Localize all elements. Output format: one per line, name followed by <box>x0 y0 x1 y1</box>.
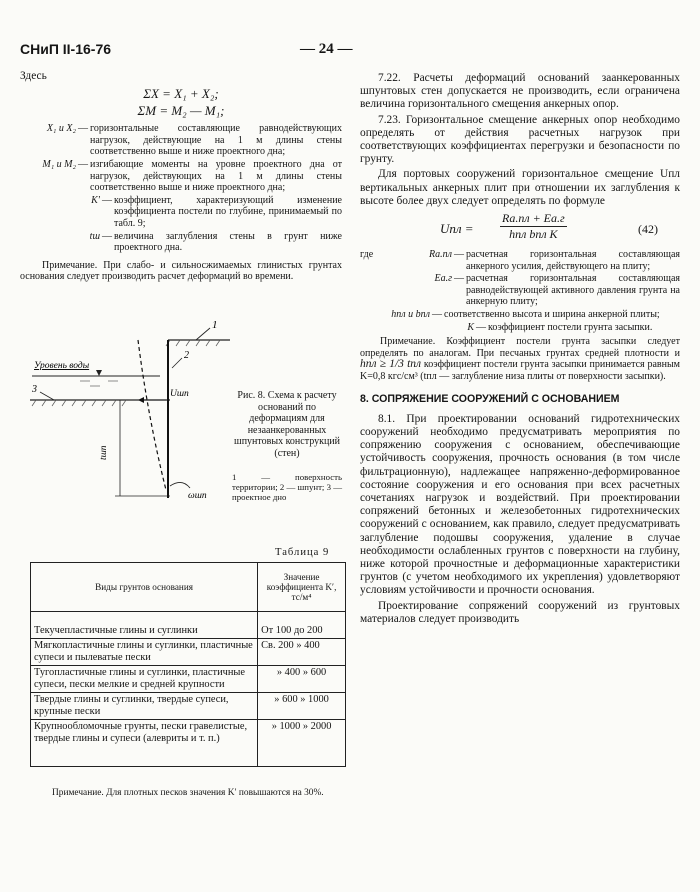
omega-label: ωшп <box>188 491 207 501</box>
leader-1 <box>196 328 210 340</box>
definition-row: Rа.пл — расчетная горизонтальная составляющая анкерного усилия, действующего на плиту; <box>360 249 680 272</box>
definition-row: M₁ и M₂ — изгибающие моменты на уровне проектного дна от нагрузок, действующих на 1 м длины стены соответственно выше и ниже проектного дна; <box>20 159 342 194</box>
definition-symbol: hпл и bпл <box>391 309 430 320</box>
formula-42 <box>360 211 680 247</box>
figure-8-diagram <box>20 318 240 518</box>
definition-symbol: tш <box>89 230 100 242</box>
paragraph-ports: Для портовых сооружений горизонтальное смещение Uпл вертикальных анкерных плит при отношении их заглубления к высоте более двух следует определять по формуле <box>360 168 680 207</box>
right-note-condition: hпл ≥ 1/3 tпл <box>360 358 422 371</box>
formula-sum-x: ΣX = X₁ + X₂; <box>143 86 219 102</box>
right-column <box>360 72 680 626</box>
water-level-label: Уровень воды <box>34 361 90 371</box>
table-header-cell: Виды грунтов основания <box>31 563 258 612</box>
right-note <box>360 336 680 382</box>
table-row <box>31 666 346 693</box>
definition-text: изгибающие моменты на уровне проектного дна от нагрузок, действующих на 1 м длины стены соответственно выше и ниже проектного дна; <box>90 158 342 194</box>
figure-8-legend: 1 — поверхность территории; 2 — шпунт; 3 — проектное дно <box>232 472 342 502</box>
left-note: Примечание. При слабо- и сильносжимаемых глинистых грунтах основания следует производить расчет деформаций во времени. <box>20 259 342 283</box>
zdes-label: Здесь <box>20 70 47 82</box>
bottom-hatching <box>32 400 126 406</box>
formula-numerator: Rа.пл + Eа.г <box>502 211 565 226</box>
omega-arc <box>170 482 190 488</box>
gde-label: где <box>360 249 374 261</box>
fig-label-2: 2 <box>184 350 189 361</box>
definition-text: горизонтальные составляющие равнодействующих нагрузок, действующие на 1 м длины стены соответственно выше и ниже проектного дна; <box>90 123 342 158</box>
definition-row: Eа.г — расчетная горизонтальная составляющая равнодействующей активного давления грунта на анкерную плиту; <box>360 273 680 308</box>
deformed-pile-curve <box>138 340 166 490</box>
water-ripples <box>80 381 118 386</box>
definition-symbol: X₁ и X₂ <box>46 123 76 135</box>
table-cell: Крупнообломочные грунты, пески гравелистые, твердые глины и супеси (алевриты и т. п.) <box>31 720 258 767</box>
right-definitions <box>360 249 680 333</box>
figure-8-caption: Рис. 8. Схема к расчету оснований по деформациям для незаанкерованных шпунтовых конструкций (стен) <box>234 390 340 459</box>
table-cell: От 100 до 200 <box>258 612 346 639</box>
leader-3 <box>40 392 54 400</box>
paragraph-7-22: 7.22. Расчеты деформаций оснований заанкерованных шпунтовых стен допускается не производить, если ограничена величина горизонтального смещения анкерных опор. <box>360 72 680 111</box>
left-column <box>20 70 342 283</box>
definition-symbol: K′ <box>91 194 100 206</box>
table-cell: » 400 » 600 <box>258 666 346 693</box>
definition-row: K′ — коэффициент, характеризующий изменение коэффициента постели по глубине, принимаемый по табл. 9; <box>20 195 342 230</box>
table-row <box>31 720 346 767</box>
right-note-text: Примечание. Коэффициент постели грунта засыпки следует определять по аналогам. При песчаных грунтах средней плотности и <box>360 336 680 359</box>
leader-2 <box>172 358 182 368</box>
right-note-coefficient: коэффициент постели грунта засыпки принимается равным K=0,8 кгс/см³ (tпл — заглубление низа плиты от поверхности засыпки). <box>360 359 681 382</box>
table-cell: Твердые глины и суглинки, твердые супеси, крупные пески <box>31 693 258 720</box>
definition-row: tш — величина заглубления стены в грунт ниже проектного дна. <box>20 231 342 254</box>
formula-number: (42) <box>638 222 658 237</box>
definition-symbol: Eа.г <box>434 273 452 285</box>
table-9-note: Примечание. Для плотных песков значения K′ повышаются на 30%. <box>52 788 324 798</box>
water-level-marker <box>96 370 102 376</box>
table-cell: » 600 » 1000 <box>258 693 346 720</box>
table-9-title: Таблица 9 <box>275 547 330 558</box>
table-cell: Тугопластичные глины и суглинки, пластичные супеси, пески мелкие и средней крупности <box>31 666 258 693</box>
table-row <box>31 693 346 720</box>
definition-row: hпл и bпл — соответственно высота и ширина анкерной плиты; <box>360 309 680 321</box>
definition-text: коэффициент постели грунта засыпки. <box>488 321 653 333</box>
u-arrow-head <box>138 397 144 403</box>
formula-denominator: hпл bпл K <box>509 227 558 242</box>
u-label: Uшп <box>170 389 189 399</box>
table-cell: Св. 200 » 400 <box>258 639 346 666</box>
definition-text: коэффициент, характеризующий изменение коэффициента постели по глубине, принимаемый по табл. 9; <box>114 194 342 229</box>
definition-row: X₁ и X₂ — горизонтальные составляющие равнодействующих нагрузок, действующие на 1 м длины стены соответственно выше и ниже проектного дна; <box>20 123 342 158</box>
fig-label-1: 1 <box>212 319 218 331</box>
left-definitions <box>20 123 342 254</box>
t-label: tшп <box>99 445 109 460</box>
territory-hatching <box>166 340 220 346</box>
table-header-cell: Значение коэффициента K′, тс/м⁴ <box>258 563 346 612</box>
table-header-row <box>31 563 346 612</box>
page-number: — 24 — <box>300 41 353 57</box>
table-row <box>31 612 346 639</box>
section-8-title: 8. СОПРЯЖЕНИЕ СООРУЖЕНИЙ С ОСНОВАНИЕМ <box>360 392 620 405</box>
fig-label-3: 3 <box>32 384 37 395</box>
table-9 <box>30 562 346 767</box>
table-row <box>31 639 346 666</box>
paragraph-7-23: 7.23. Горизонтальное смещение анкерных опор необходимо определять от действия расчетных нагрузок при соответствующих коэффициентах перегрузки и безопасности по грунту. <box>360 113 680 166</box>
definition-text: соответственно высота и ширина анкерной плиты; <box>444 309 660 320</box>
definition-text: расчетная горизонтальная составляющая равнодействующей активного давления грунта на анкерную плиту; <box>466 273 680 308</box>
definition-text: расчетная горизонтальная составляющая анкерного усилия, действующего на плиту; <box>466 249 680 272</box>
definition-row: K — коэффициент постели грунта засыпки. <box>360 322 680 334</box>
formula-sum-m: ΣM = M₂ — M₁; <box>137 103 225 119</box>
paragraph-last: Проектирование сопряжений сооружений из грунтовых материалов следует производить <box>360 599 680 625</box>
paragraph-8-1: 8.1. При проектировании оснований гидротехнических сооружений необходимо предусматривать мероприятия по сопряжению сооружения с основанием, обеспечивающие устойчивость сооружения, прочность основания (в том числе фильтрационную), надлежащее напряженно-деформированное состояние сооружения и его основания при всех расчетных сочетаниях нагрузок и воздействий. При проектировании сопряжений бетонных и железобетонных гидротехнических сооружений с основанием, как правило, следует предусматривать заглубление подошвы сооружения, удаление в случае необходимости ослабленных грунтов с поверхности на глубину, ниже которой прочностные и деформационные характеристики грунтов (с учетом необходимого их укрепления) удовлетворяют условиям устойчивости и прочности основания. <box>360 412 680 597</box>
table-cell: Текучепластичные глины и суглинки <box>31 612 258 639</box>
definition-text: величина заглубления стены в грунт ниже проектного дна. <box>114 230 342 254</box>
formula-lhs: Uпл = <box>440 221 474 237</box>
formula-fraction <box>500 211 567 242</box>
definition-symbol: M₁ и M₂ <box>42 158 76 170</box>
table-cell: Мягкопластичные глины и суглинки, пластичные супеси и пылеватые пески <box>31 639 258 666</box>
definition-symbol: Rа.пл <box>429 249 452 261</box>
table-cell: » 1000 » 2000 <box>258 720 346 767</box>
document-code: СНиП II-16-76 <box>20 41 112 57</box>
definition-symbol: K <box>467 321 474 333</box>
